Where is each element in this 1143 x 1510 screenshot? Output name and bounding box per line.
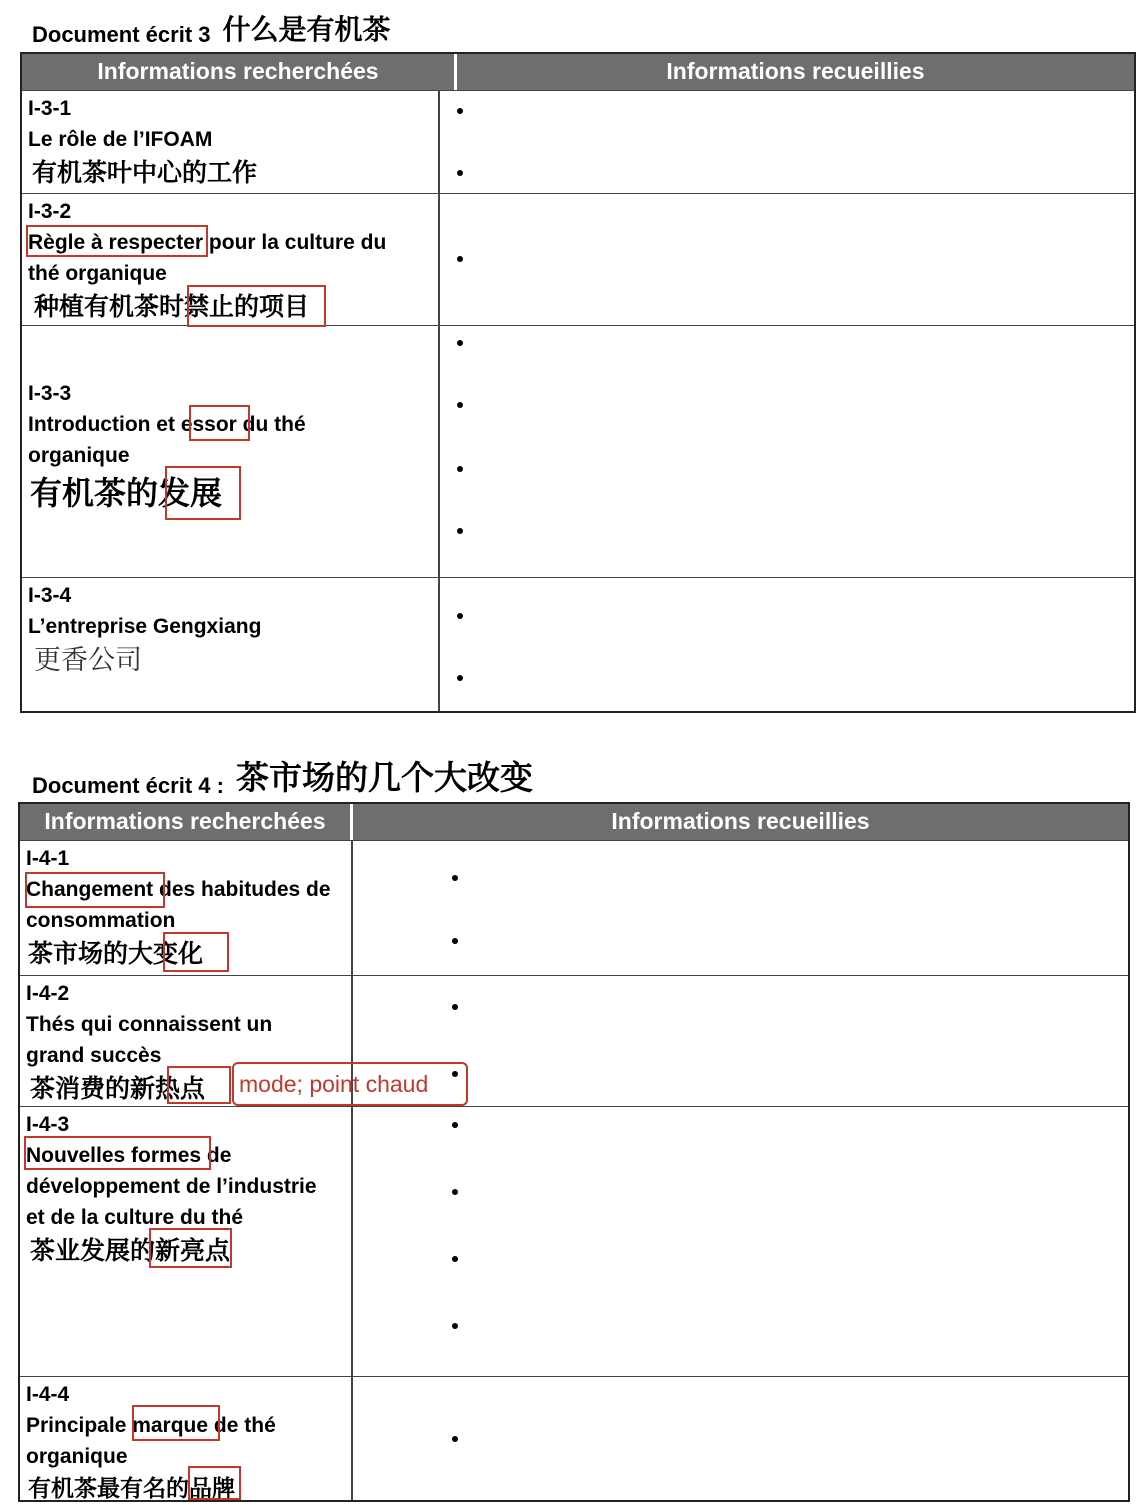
row-zh: 更香公司: [34, 645, 142, 675]
bullet-icon: [457, 675, 463, 681]
doc3-table: [20, 52, 1136, 713]
doc3-title: [32, 8, 391, 48]
annotation-note: mode; point chaud: [239, 1071, 429, 1097]
row-zh: 茶业发展的新亮点: [30, 1237, 231, 1265]
highlight-box: [149, 1228, 232, 1268]
row-fr-line2: développement de l’industrie: [26, 1175, 317, 1198]
highlight-box: [187, 285, 326, 327]
bullet-icon: [457, 613, 463, 619]
highlight-box: [167, 1066, 231, 1104]
row-fr-line2: grand succès: [26, 1044, 162, 1067]
bullet-icon: [457, 256, 463, 262]
highlight-box: [24, 1136, 211, 1170]
row-fr-line1: Thés qui connaissent un: [26, 1013, 273, 1036]
doc4-title-zh: 茶市场的几个大改变: [235, 759, 533, 796]
doc4-table-header: [20, 804, 1128, 840]
highlight-box: [188, 1466, 241, 1500]
doc3-table-header: [22, 54, 1134, 90]
highlight-box: [26, 225, 208, 257]
row-code: I-3-1: [28, 97, 72, 120]
bullet-icon: [452, 875, 458, 881]
row-zh: 种植有机茶时禁止的项目: [34, 293, 310, 321]
row-code: I-3-4: [28, 584, 72, 607]
doc3-col-left-header: Informations recherchées: [97, 58, 379, 84]
row-code: I-4-2: [26, 982, 70, 1005]
row-zh: 茶市场的大变化: [28, 940, 204, 968]
doc4-col-right-header: Informations recueillies: [611, 808, 870, 834]
bullet-icon: [457, 340, 463, 346]
doc3-row-1: [22, 90, 1134, 193]
row-fr-line2: thé organique: [28, 262, 167, 285]
row-zh: 有机茶叶中心的工作: [32, 159, 258, 187]
bullet-icon: [457, 108, 463, 114]
doc3-row-3: [22, 325, 1134, 577]
bullet-icon: [452, 1256, 458, 1262]
doc3-title-zh: 什么是有机茶: [222, 14, 391, 45]
bullet-icon: [457, 528, 463, 534]
doc3-col-right-header: Informations recueillies: [666, 58, 925, 84]
highlight-box: [163, 932, 229, 972]
bullet-icon: [452, 1122, 458, 1128]
row-fr-line3: et de la culture du thé: [26, 1206, 244, 1229]
row-fr-line1: Nouvelles formes de: [26, 1144, 232, 1167]
row-fr-line1: Changement des habitudes de: [26, 878, 331, 901]
row-fr-line1: Principale marque de thé: [26, 1414, 276, 1437]
row-code: I-4-4: [26, 1383, 70, 1406]
row-fr: L’entreprise Gengxiang: [28, 615, 262, 638]
row-zh: 有机茶的发展: [30, 475, 223, 511]
doc4-col-left-header: Informations recherchées: [44, 808, 326, 834]
bullet-icon: [452, 1436, 458, 1442]
row-code: I-4-3: [26, 1113, 70, 1136]
row-code: I-3-2: [28, 200, 72, 223]
highlight-box: [165, 466, 241, 520]
row-zh: 茶消费的新热点: [30, 1075, 206, 1103]
bullet-icon: [457, 170, 463, 176]
row-zh: 有机茶最有名的品牌: [28, 1475, 235, 1501]
highlight-box: [189, 405, 250, 441]
bullet-icon: [457, 402, 463, 408]
row-fr: Le rôle de l’IFOAM: [28, 128, 213, 151]
bullet-icon: [452, 1323, 458, 1329]
highlight-box: [132, 1405, 220, 1441]
row-code: I-3-3: [28, 382, 72, 405]
row-fr-line2: consommation: [26, 909, 176, 932]
row-code: I-4-1: [26, 847, 70, 870]
doc4-title-fr: Document écrit 4 :: [32, 773, 224, 798]
row-fr-line1: Introduction et essor du thé: [28, 413, 306, 436]
bullet-icon: [452, 1189, 458, 1195]
row-fr-line1: Règle à respecter pour la culture du: [28, 231, 387, 254]
bullet-icon: [457, 466, 463, 472]
bullet-icon: [452, 1004, 458, 1010]
row-fr-line2: organique: [26, 1445, 128, 1468]
highlight-box: [25, 872, 165, 908]
doc3-row-4: [22, 577, 1134, 713]
bullet-icon: [452, 938, 458, 944]
doc4-title: [32, 752, 533, 799]
doc3-title-fr: Document écrit 3: [32, 22, 211, 47]
row-fr-line2: organique: [28, 444, 130, 467]
